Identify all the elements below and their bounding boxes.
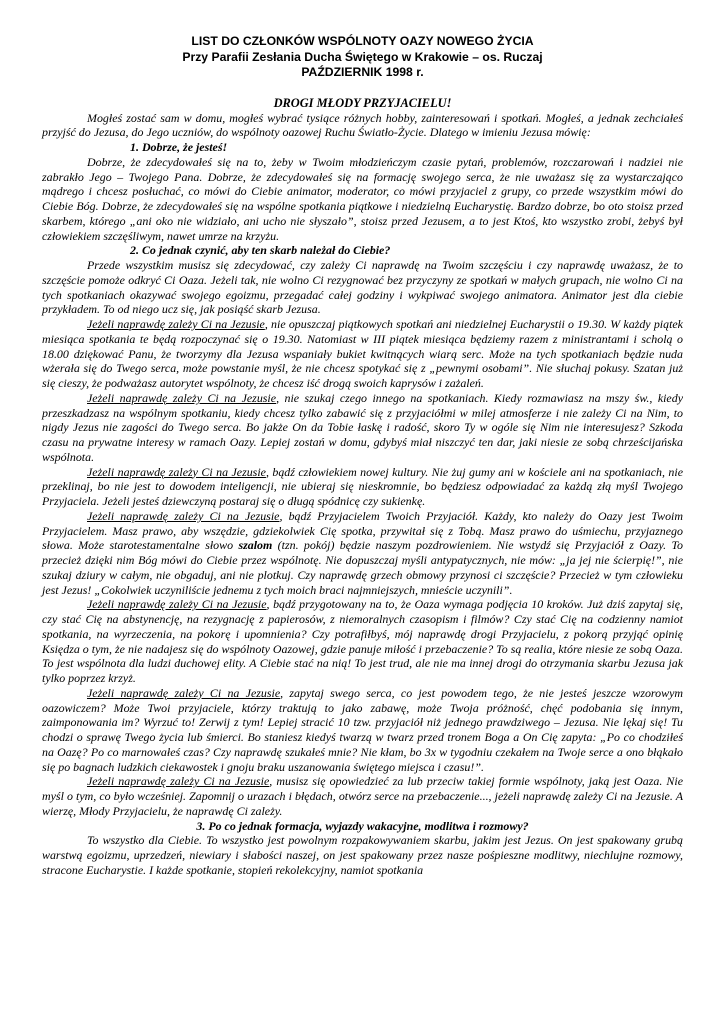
section-2-point: [42, 686, 683, 775]
section-2-point: [42, 509, 683, 598]
section-2-point: [42, 465, 683, 509]
header-parish: Przy Parafii Zesłania Ducha Świętego w Krakowie – os. Ruczaj: [182, 49, 543, 64]
condition-phrase: Jeżeli naprawdę zależy Ci na Jezusie: [87, 390, 277, 405]
section-2-point: [42, 317, 683, 391]
point-text: (tzn. pokój) będzie naszym pozdrowieniem. Nie wstydź się Przyjaciół z Oazy. To przecież dzięki nim Bóg mówi do Ciebie przez wspólnotę. Nie dopuszczaj myśli antypatycznych, nie mów: „ja jej nie ścierpię!”, nie szukaj dziury w całym, nie obgaduj, ani nie plotkuj. Czy naprawdę grzech obmowy przynosi ci szczęście? Przecież w tym człowieku jest Jezus! „Cokolwiek uczyniliście jednemu z tych moich braci najmniejszych, mnieście uczynili”.: [42, 538, 683, 597]
section-1-heading: 1. Dobrze, że jesteś!: [130, 140, 228, 154]
condition-phrase: Jeżeli naprawdę zależy Ci na Jezusie: [87, 774, 270, 789]
point-text: , bądź Przyjacielem Twoich Przyjaciół. Każdy, kto należy do Oazy jest Twoim Przyjacielem. Masz prawo, aby wszędzie, gdziekolwiek Cię spotka, przywitał się z Tobą. Masz prawo do uśmiechu, przyjaznego słowa. Może starotestamentalne słowo: [42, 508, 683, 553]
letter-body: [42, 111, 683, 878]
point-text: , bądź przygotowany na to, że Oaza wymaga podjęcia 10 kroków. Już dziś zapytaj się, czy stać Cię na abstynencję, na rezygnację z papierosów, z niemoralnych czasopism i filmów? Czy stać Cię na codzienny namiot spotkania, na wyrzeczenia, na pokorę i upomnienia? Czy potrafiłbyś, mój naprawdę drogi Przyjacielu, z pokorą przyjąć opinię Księdza o tym, że nie nadajesz się do wspólnoty Oazowej, gdzie panuje miłość i przebaczenie? To są realia, które niesie ze sobą Oaza. To jest wspólnota dla ludzi duchowej elity. A Ciebie stać na nią! To jest trud, ale nie ma innej drogi do otrzymania skarbu Jezusa jak tylko poprzez krzyż.: [42, 597, 683, 685]
condition-phrase: Jeżeli naprawdę zależy Ci na Jezusie: [87, 685, 281, 700]
section-2-intro: Przede wszystkim musisz się zdecydować, czy zależy Ci naprawdę na Twoim szczęściu i czy naprawdę uważasz, że to szczęście pomoże odkryć Ci Oaza. Jeżeli tak, nie wolno Ci rezygnować bez przyczyny ze spotkań w małych grupach, nie wolno Ci na tych spotkaniach okazywać swojego egoizmu, przegadać całej godziny i wykpiwać swojego animatora. Animator jest dla ciebie przykładem. To od niego ucz się, jak posiąść skarb Jezusa.: [42, 258, 683, 317]
bold-word: szalom: [238, 538, 273, 553]
intro-paragraph: Mogłeś zostać sam w domu, mogłeś wybrać tysiące różnych hobby, zainteresowań i spotkań. Mogłeś, a jednak zechciałeś przyjść do Jezusa, do Jego uczniów, do wspólnoty oazowej Ruchu Światło-Życie. Dlatego w imieniu Jezusa mówię:: [42, 110, 683, 140]
point-text: , bądź człowiekiem nowej kultury. Nie żuj gumy ani w kościele ani na spotkaniach, nie przeklinaj, bo nie jest to dowodem inteligencji, nie ubieraj się nieskromnie, bo będziesz odpowiadać za każdą złą myśl Twojego Przyjaciela. Jeżeli jesteś dziewczyną postaraj się o długą spódnicę czy sukienkę.: [42, 464, 683, 508]
point-text: , musisz się opowiedzieć za lub przeciw takiej formie wspólnoty, jaką jest Oaza. Nie myśl o tym, co było wcześniej. Zapomnij o urazach i błędach, otwórz serce na przebaczenie..., jeżeli naprawdę zależy Ci na Jezusie. A wierzę, Młody Przyjacielu, że naprawdę Ci zależy.: [42, 774, 683, 818]
greeting: DROGI MŁODY PRZYJACIELU!: [273, 95, 452, 110]
condition-phrase: Jeżeli naprawdę zależy Ci na Jezusie: [87, 464, 266, 479]
point-text: , nie szukaj czego innego na spotkaniach. Kiedy rozmawiasz na mszy św., kiedy przeszkadzasz na wspólnym spotkaniu, kiedy chcesz tylko zabawić się z przyjaciółmi w milej atmosferze i nie zależy Ci na Nim, to nigdy Jezus nie zagości do Twego serca. Bo jakże On da Tobie łaskę i radość, skoro Ty w ogóle się Nim nie interesujesz? Szkoda czasu na prywatne interesy w ramach Oazy. Lepiej zostań w domu, gdybyś miał niszczyć ten dar, jaki niesie ze sobą chrześcijańska wspólnota.: [42, 390, 683, 464]
section-3-paragraph: To wszystko dla Ciebie. To wszystko jest powolnym rozpakowywaniem skarbu, jakim jest Jezus. On jest spakowany grubą warstwą egoizmu, uprzedzeń, niewiary i słabości naszej, on jest spakowany przez nasze pośpieszne modlitwy, niechlujne rozmowy, stracone Eucharystie. I każde spotkanie, stopień rekolekcyjny, namiot spotkania: [42, 833, 683, 877]
section-2-point: [42, 774, 683, 818]
header-title: LIST DO CZŁONKÓW WSPÓLNOTY OAZY NOWEGO ŻYCIA: [191, 34, 534, 48]
header-date: PAŹDZIERNIK 1998 r.: [301, 65, 424, 79]
section-2-point: [42, 597, 683, 686]
section-2-point: [42, 391, 683, 465]
condition-phrase: Jeżeli naprawdę zależy Ci na Jezusie: [87, 317, 265, 331]
point-text: , nie opuszczaj piątkowych spotkań ani niedzielnej Eucharystii o 19.30. W każdy piątek miesiąca spotkania te będą rozpoczynać się o 19.30. Natomiast w III piątek miesiąca będziemy razem z ministrantami i scholą o 18.00 dziękować Panu, że tworzymy dla Jezusa wspaniały bukiet kwitnących wiarą serc. Może na tych spotkaniach będzie nuda wżerała się do Twego serca, może powstanie myśl, że nie chcesz spotykać się z „pewnymi osobami”. Nie słuchaj pokusy. Szatan już się cieszy, że podważasz autorytet wspólnoty, że chcesz iść drogą swoich kaprysów i zażaleń.: [42, 317, 683, 390]
letter-header: [42, 34, 683, 81]
section-3-heading: 3. Po co jednak formacja, wyjazdy wakacyjne, modlitwa i rozmowy?: [196, 818, 529, 833]
section-1-paragraph: Dobrze, że zdecydowałeś się na to, żeby w Twoim młodzieńczym czasie pytań, problemów, rozczarowań i nadziei nie zabrakło Jego – Twojego Pana. Dobrze, że zdecydowałeś się na formację swojego serca, że nie uważasz się za wystarczająco mądrego i chcesz posłuchać, co mówi do Ciebie animator, moderator, co mówi przyjaciel z grupy, co przede wszystkim mówi do Ciebie Bóg. Dobrze, że zdecydowałeś się na wspólne spotkania piątkowe i niedzielną Eucharystię. Bardzo dobrze, bo oto stoisz przed skarbem, którego „ani oko nie widziało, ani ucho nie słyszało”, stoisz przed Jezusem, a to jest Ktoś, kto wszystko zrobi, żebyś był człowiekiem szczęśliwym, nawet umrze na krzyżu.: [42, 154, 683, 243]
section-2-heading: 2. Co jednak czynić, aby ten skarb należał do Ciebie?: [130, 243, 391, 258]
point-text: , zapytaj swego serca, co jest powodem tego, że nie jesteś jeszcze wzorowym oazowiczem? Może Twoi przyjaciele, którzy traktują to jako zabawę, może Twoja próżność, chęć podobania się innym, zaimponowania im? Wyrzuć to! Zerwij z tym! Lepiej stracić 10 tzw. przyjaciół niż jednego prawdziwego – Jezusa. Nie lękaj się! Tu chodzi o sprawę Twego życia lub śmierci. Bo staniesz kiedyś twarzą w twarz przed tronem Boga a On Cię zapyta: „Po co chodziłeś na Oazę? Po co marnowałeś czas? Czy naprawdę szukałeś mnie? Nie kłam, bo 3x w tygodniu czekałem na Twoje serce a ono błąkało się po bagnach ludzkich ciekawostek i gnoju braku uszanowania świętego miejsca i czasu!”.: [42, 685, 683, 774]
condition-phrase: Jeżeli naprawdę zależy Ci na Jezusie: [87, 597, 267, 612]
condition-phrase: Jeżeli naprawdę zależy Ci na Jezusie: [87, 508, 280, 523]
